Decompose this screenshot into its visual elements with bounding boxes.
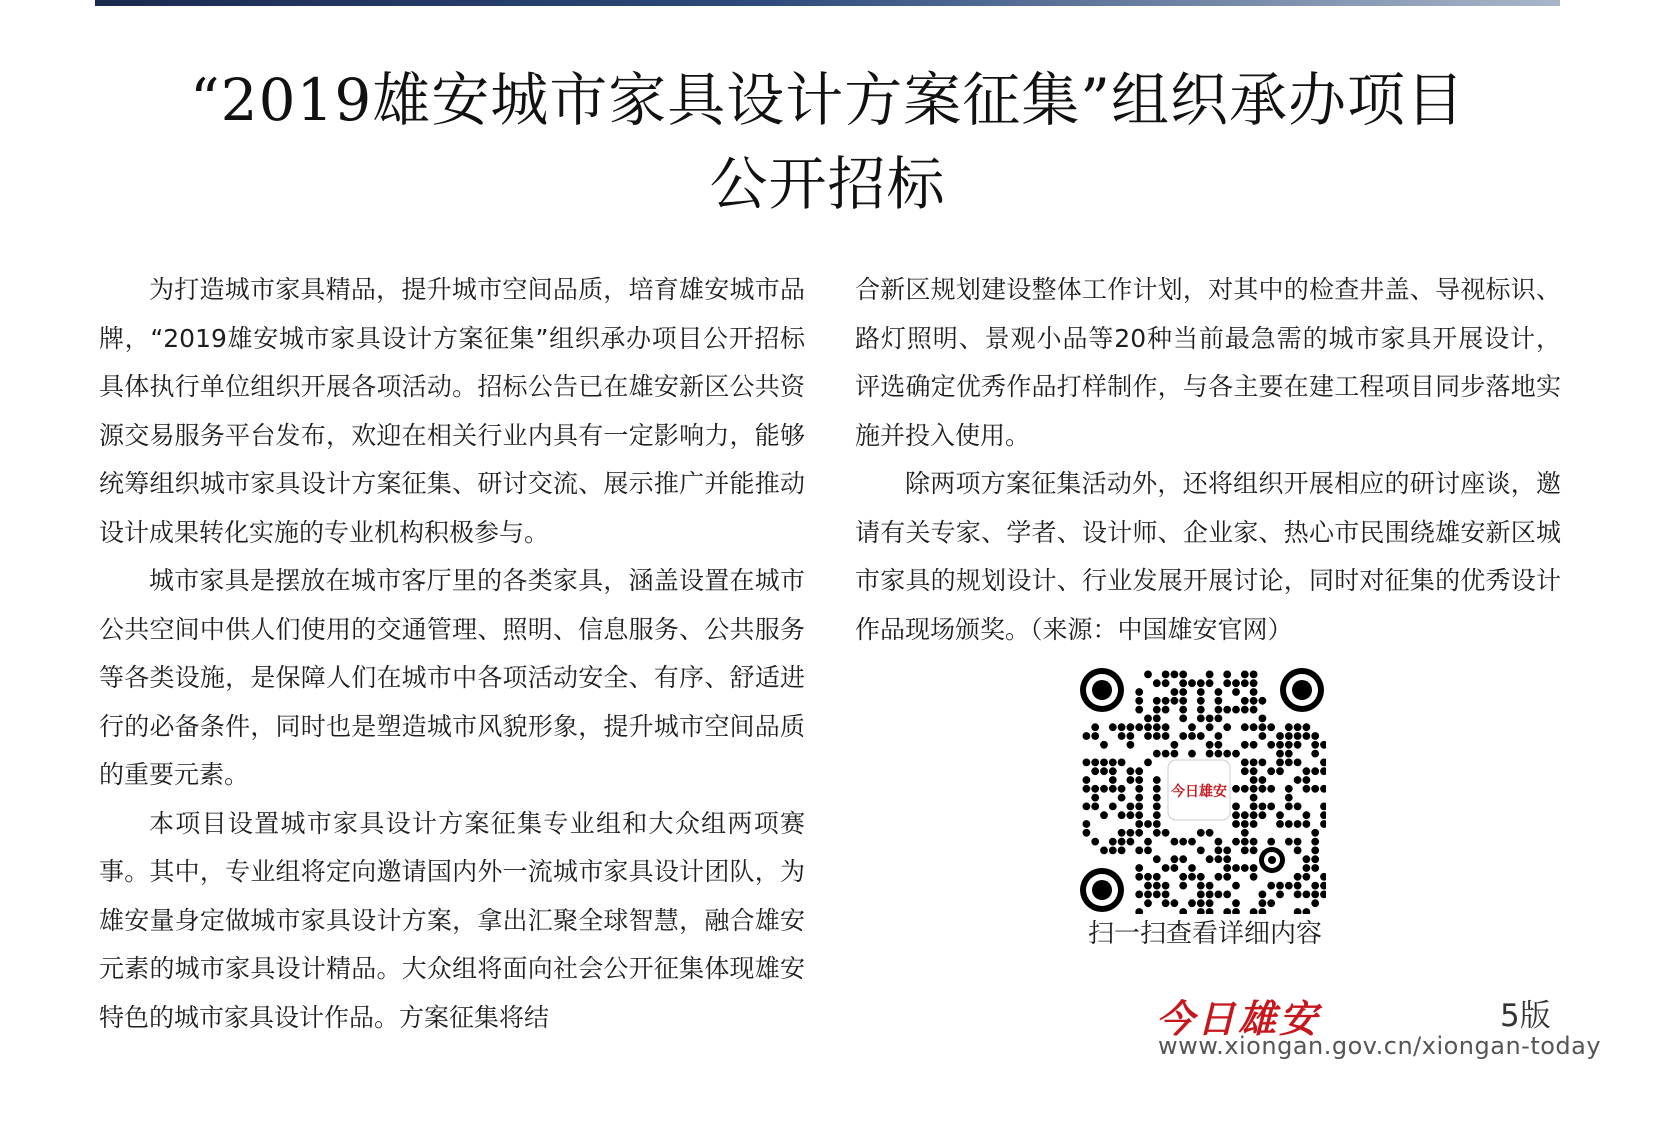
edition-number: 5版 bbox=[1500, 998, 1551, 1034]
top-rule bbox=[95, 0, 1560, 6]
masthead-logo: 今日雄安 bbox=[1156, 996, 1321, 1041]
paragraph-2: 城市家具是摆放在城市客厅里的各类家具，涵盖设置在城市公共空间中供人们使用的交通管理、照明、信息服务、公共服务等各类设施，是保障人们在城市中各项活动安全、有序、舒适进行的必备条件，同时也是塑造城市风貌形象，提升城市空间品质的重要元素。 bbox=[99, 566, 805, 789]
footer-url[interactable]: www.xiongan.gov.cn/xiongan-today bbox=[1158, 1032, 1602, 1060]
paragraph-3-continued: 合新区规划建设整体工作计划，对其中的检查井盖、导视标识、路灯照明、景观小品等20种当前最急需的城市家具开展设计，评选确定优秀作品打样制作，与各主要在建工程项目同步落地实施并投入使用。 bbox=[855, 275, 1561, 450]
paragraph-3: 本项目设置城市家具设计方案征集专业组和大众组两项赛事。其中，专业组将定向邀请国内外一流城市家具设计团队，为雄安量身定做城市家具设计方案，拿出汇聚全球智慧，融合雄安元素的城市家具设计精品。大众组将面向社会公开征集体现雄安特色的城市家具设计作品。方案征集将结 bbox=[99, 808, 805, 1032]
qr-code-icon[interactable] bbox=[1078, 666, 1326, 914]
qr-finder-top-right bbox=[1280, 668, 1324, 712]
page-title bbox=[95, 58, 1560, 226]
qr-finder-bottom-left bbox=[1080, 868, 1124, 912]
article-column-left bbox=[99, 266, 805, 1042]
paragraph-4: 除两项方案征集活动外，还将组织开展相应的研讨座谈，邀请有关专家、学者、设计师、企业家、热心市民围绕雄安新区城市家具的规划设计、行业发展开展讨论，同时对征集的优秀设计作品现场颁奖。（来源：中国雄安官网） bbox=[855, 469, 1561, 644]
qr-alignment-pattern bbox=[1259, 847, 1285, 873]
title-line-2: 公开招标 bbox=[709, 150, 946, 218]
paragraph-1: 为打造城市家具精品，提升城市空间品质，培育雄安城市品牌，“2019雄安城市家具设计方案征集”组织承办项目公开招标具体执行单位组织开展各项活动。招标公告已在雄安新区公共资源交易服务平台发布，欢迎在相关行业内具有一定影响力，能够统筹组织城市家具设计方案征集、研讨交流、展示推广并能推动设计成果转化实施的专业机构积极参与。 bbox=[99, 275, 805, 547]
article-column-right bbox=[855, 266, 1561, 654]
qr-center-logo: 今日雄安 bbox=[1171, 784, 1227, 800]
title-line-1: “2019雄安城市家具设计方案征集”组织承办项目 bbox=[190, 66, 1465, 134]
qr-caption: 扫一扫查看详细内容 bbox=[1087, 919, 1322, 949]
qr-finder-top-left bbox=[1080, 668, 1124, 712]
